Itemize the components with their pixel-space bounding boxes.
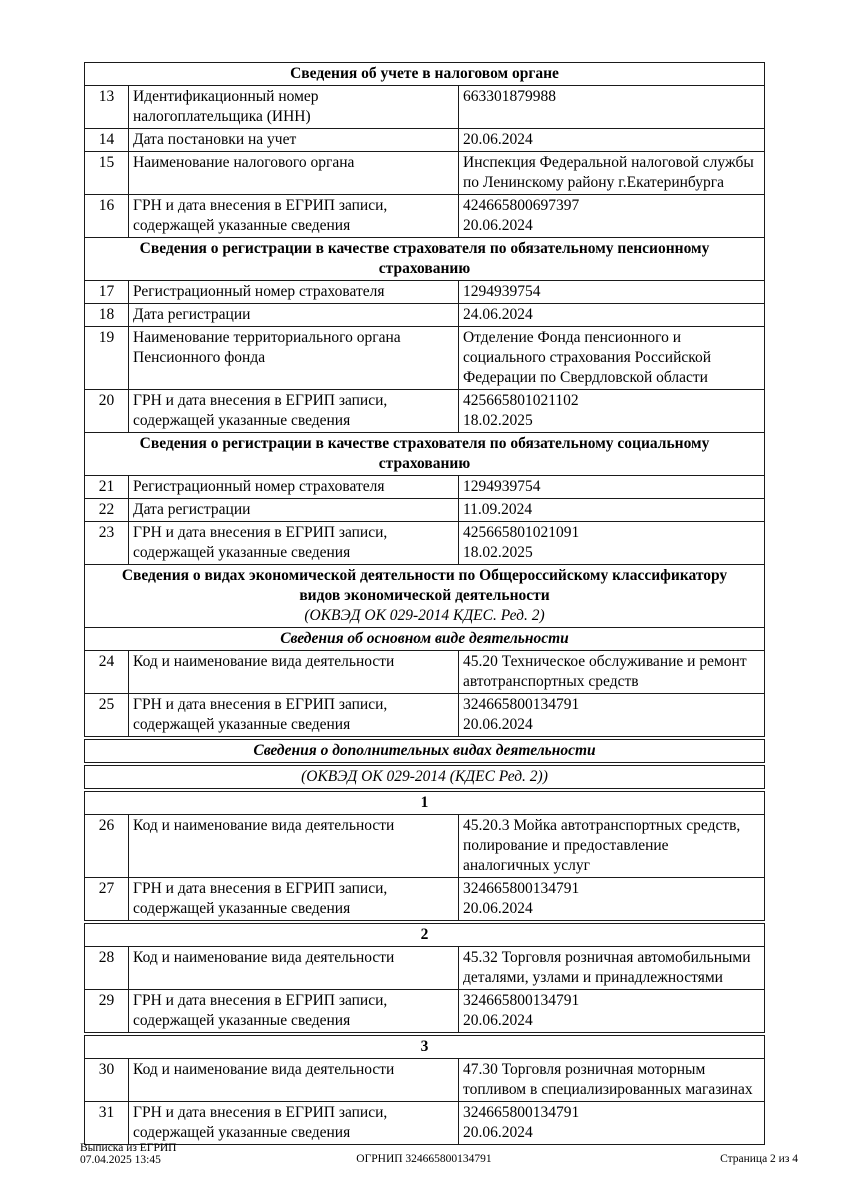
section-header-row	[85, 63, 765, 86]
section-header-row	[85, 1036, 765, 1059]
row-label-cell-line: Код и наименование вида деятельности	[133, 949, 395, 966]
row-label-cell-line: содержащей указанные сведения	[133, 544, 351, 561]
row-number-cell: 22	[85, 499, 129, 522]
row-number-cell: 31	[85, 1102, 129, 1145]
row-label-cell	[129, 476, 459, 499]
row-label-cell-line: содержащей указанные сведения	[133, 716, 351, 733]
section-header-text: Сведения о регистрации в качестве страхователя по обязательному социальному	[139, 435, 710, 452]
row-value-cell-line: автотранспортных средств	[463, 673, 639, 690]
row-value-cell-line: 18.02.2025	[463, 544, 533, 561]
row-number-cell: 15	[85, 152, 129, 195]
row-value-cell-line: социального страхования Российской	[463, 349, 712, 366]
row-value-cell-line: 424665800697397	[463, 197, 580, 214]
section-header-cell	[85, 238, 765, 281]
row-label-cell-line: содержащей указанные сведения	[133, 217, 351, 234]
row-label-cell-line: Дата регистрации	[133, 306, 251, 323]
section-header-row	[85, 565, 765, 628]
table-row	[85, 304, 765, 327]
section-header-text: страхованию	[378, 260, 471, 277]
table-row	[85, 476, 765, 499]
section-header-text: видов экономической деятельности	[299, 587, 550, 604]
table-row	[85, 129, 765, 152]
section-header-cell	[85, 565, 765, 628]
row-value-cell-line: 47.30 Торговля розничная моторным	[463, 1061, 706, 1078]
row-label-cell-line: ГРН и дата внесения в ЕГРИП записи,	[133, 880, 388, 897]
row-label-cell	[129, 694, 459, 737]
row-label-cell	[129, 878, 459, 921]
row-value-cell	[459, 522, 765, 565]
row-value-cell	[459, 990, 765, 1033]
row-label-cell	[129, 152, 459, 195]
row-label-cell-line: Регистрационный номер страхователя	[133, 478, 385, 495]
row-label-cell-line: Пенсионного фонда	[133, 349, 266, 366]
section-header-row	[85, 792, 765, 815]
section-header-text: (ОКВЭД ОК 029-2014 (КДЕС Ред. 2))	[301, 768, 548, 785]
row-value-cell-line: 20.06.2024	[463, 1124, 533, 1141]
row-value-cell-line: Федерации по Свердловской области	[463, 369, 708, 386]
row-value-cell-line: 20.06.2024	[463, 217, 533, 234]
row-value-cell-line: аналогичных услуг	[463, 857, 590, 874]
row-label-cell	[129, 281, 459, 304]
row-label-cell	[129, 651, 459, 694]
table-row	[85, 499, 765, 522]
row-label-cell-line: Наименование налогового органа	[133, 154, 355, 171]
table-block	[84, 1035, 765, 1145]
footer-ogrnip: ОГРНИП 324665800134791	[356, 1153, 492, 1165]
row-label-cell-line: ГРН и дата внесения в ЕГРИП записи,	[133, 1104, 388, 1121]
section-header-text: Сведения о видах экономической деятельности по Общероссийскому классификатору	[121, 567, 728, 584]
row-value-cell	[459, 878, 765, 921]
row-value-cell-line: 20.06.2024	[463, 1012, 533, 1029]
row-number-cell: 28	[85, 947, 129, 990]
section-header-text: Сведения о дополнительных видах деятельности	[253, 742, 596, 759]
section-header-row	[85, 740, 765, 763]
table-row	[85, 1059, 765, 1102]
row-label-cell	[129, 86, 459, 129]
row-number-cell: 30	[85, 1059, 129, 1102]
row-value-cell-line: 45.32 Торговля розничная автомобильными	[463, 949, 751, 966]
row-number-cell: 24	[85, 651, 129, 694]
row-value-cell	[459, 195, 765, 238]
row-number-cell: 27	[85, 878, 129, 921]
row-number-cell: 26	[85, 815, 129, 878]
row-label-cell-line: Дата постановки на учет	[133, 131, 297, 148]
section-header-text: (ОКВЭД ОК 029-2014 КДЕС. Ред. 2)	[304, 607, 545, 624]
row-label-cell	[129, 990, 459, 1033]
table-row	[85, 815, 765, 878]
table-row	[85, 281, 765, 304]
row-value-cell-line: 24.06.2024	[463, 306, 533, 323]
row-label-cell	[129, 815, 459, 878]
row-label-cell-line: Код и наименование вида деятельности	[133, 653, 395, 670]
footer-timestamp: 07.04.2025 13:45	[80, 1154, 161, 1166]
row-value-cell-line: 425665801021091	[463, 524, 580, 541]
table-row	[85, 1102, 765, 1145]
table-block	[84, 923, 765, 1033]
row-label-cell-line: Наименование территориального органа	[133, 329, 401, 346]
row-number-cell: 29	[85, 990, 129, 1033]
row-value-cell-line: 11.09.2024	[463, 501, 533, 518]
section-header-cell	[85, 63, 765, 86]
section-header-text: Сведения о регистрации в качестве страхователя по обязательному пенсионному	[139, 240, 710, 257]
table-row	[85, 152, 765, 195]
section-header-cell	[85, 740, 765, 763]
table-block	[84, 739, 765, 763]
row-number-cell: 17	[85, 281, 129, 304]
table-row	[85, 694, 765, 737]
row-value-cell-line: 324665800134791	[463, 1104, 580, 1121]
section-header-cell	[85, 628, 765, 651]
section-header-row	[85, 766, 765, 789]
row-label-cell	[129, 1102, 459, 1145]
section-header-text: 1	[420, 794, 429, 811]
row-label-cell-line: ГРН и дата внесения в ЕГРИП записи,	[133, 392, 388, 409]
footer-doc-title: Выписка из ЕГРИП	[80, 1142, 177, 1154]
section-header-text: Сведения об учете в налоговом органе	[290, 65, 559, 82]
section-header-row	[85, 433, 765, 476]
table-row	[85, 327, 765, 390]
row-value-cell-line: Отделение Фонда пенсионного и	[463, 329, 682, 346]
row-value-cell	[459, 1059, 765, 1102]
row-number-cell: 20	[85, 390, 129, 433]
section-header-text: 3	[420, 1038, 429, 1055]
row-label-cell	[129, 947, 459, 990]
row-label-cell	[129, 1059, 459, 1102]
row-value-cell-line: 1294939754	[463, 478, 541, 495]
row-label-cell	[129, 499, 459, 522]
table-row	[85, 947, 765, 990]
egrip-table	[84, 62, 764, 1147]
row-value-cell	[459, 499, 765, 522]
row-number-cell: 16	[85, 195, 129, 238]
row-number-cell: 13	[85, 86, 129, 129]
row-value-cell	[459, 390, 765, 433]
row-value-cell-line: 18.02.2025	[463, 412, 533, 429]
row-value-cell	[459, 815, 765, 878]
row-label-cell-line: Дата регистрации	[133, 501, 251, 518]
table-block	[84, 62, 765, 737]
row-value-cell	[459, 327, 765, 390]
row-value-cell-line: 1294939754	[463, 283, 541, 300]
row-label-cell-line: Регистрационный номер страхователя	[133, 283, 385, 300]
section-header-cell	[85, 924, 765, 947]
row-value-cell-line: 45.20 Техническое обслуживание и ремонт	[463, 653, 747, 670]
row-value-cell-line: топливом в специализированных магазинах	[463, 1081, 753, 1098]
row-number-cell: 25	[85, 694, 129, 737]
section-header-cell	[85, 766, 765, 789]
table-row	[85, 522, 765, 565]
section-header-text: страхованию	[378, 455, 471, 472]
section-header-text: 2	[420, 926, 429, 943]
row-value-cell-line: 324665800134791	[463, 880, 580, 897]
row-label-cell-line: налогоплательщика (ИНН)	[133, 108, 311, 125]
row-value-cell	[459, 651, 765, 694]
table-block	[84, 791, 765, 921]
row-number-cell: 18	[85, 304, 129, 327]
row-value-cell	[459, 304, 765, 327]
row-label-cell-line: Код и наименование вида деятельности	[133, 1061, 395, 1078]
section-header-cell	[85, 792, 765, 815]
row-value-cell-line: полирование и предоставление	[463, 837, 669, 854]
section-header-cell	[85, 1036, 765, 1059]
row-label-cell-line: ГРН и дата внесения в ЕГРИП записи,	[133, 197, 388, 214]
row-value-cell-line: 45.20.3 Мойка автотранспортных средств,	[463, 817, 741, 834]
row-label-cell-line: ГРН и дата внесения в ЕГРИП записи,	[133, 696, 388, 713]
row-label-cell	[129, 390, 459, 433]
row-value-cell	[459, 86, 765, 129]
section-header-row	[85, 628, 765, 651]
table-row	[85, 990, 765, 1033]
row-label-cell	[129, 522, 459, 565]
row-number-cell: 23	[85, 522, 129, 565]
row-label-cell	[129, 327, 459, 390]
row-value-cell	[459, 281, 765, 304]
row-value-cell	[459, 694, 765, 737]
row-value-cell-line: 324665800134791	[463, 696, 580, 713]
row-number-cell: 21	[85, 476, 129, 499]
row-label-cell-line: содержащей указанные сведения	[133, 412, 351, 429]
row-number-cell: 19	[85, 327, 129, 390]
row-value-cell-line: 20.06.2024	[463, 131, 533, 148]
row-number-cell: 14	[85, 129, 129, 152]
row-label-cell-line: содержащей указанные сведения	[133, 900, 351, 917]
row-value-cell-line: Инспекция Федеральной налоговой службы	[463, 154, 754, 171]
row-value-cell-line: деталями, узлами и принадлежностями	[463, 969, 723, 986]
section-header-cell	[85, 433, 765, 476]
row-value-cell	[459, 947, 765, 990]
table-block	[84, 765, 765, 789]
row-label-cell-line: ГРН и дата внесения в ЕГРИП записи,	[133, 524, 388, 541]
row-value-cell-line: 20.06.2024	[463, 716, 533, 733]
row-label-cell-line: ГРН и дата внесения в ЕГРИП записи,	[133, 992, 388, 1009]
row-label-cell	[129, 304, 459, 327]
row-value-cell	[459, 129, 765, 152]
table-row	[85, 195, 765, 238]
row-label-cell-line: Код и наименование вида деятельности	[133, 817, 395, 834]
row-value-cell	[459, 476, 765, 499]
footer-page-number: Страница 2 из 4	[720, 1153, 798, 1165]
table-row	[85, 390, 765, 433]
row-value-cell	[459, 152, 765, 195]
table-row	[85, 878, 765, 921]
row-label-cell	[129, 129, 459, 152]
row-label-cell-line: содержащей указанные сведения	[133, 1012, 351, 1029]
table-row	[85, 651, 765, 694]
table-row	[85, 86, 765, 129]
section-header-row	[85, 238, 765, 281]
row-value-cell-line: по Ленинскому району г.Екатеринбурга	[463, 174, 724, 191]
row-value-cell-line: 20.06.2024	[463, 900, 533, 917]
row-value-cell-line: 663301879988	[463, 88, 556, 105]
row-value-cell	[459, 1102, 765, 1145]
row-label-cell	[129, 195, 459, 238]
row-value-cell-line: 425665801021102	[463, 392, 579, 409]
section-header-text: Сведения об основном виде деятельности	[280, 630, 569, 647]
section-header-row	[85, 924, 765, 947]
row-value-cell-line: 324665800134791	[463, 992, 580, 1009]
row-label-cell-line: содержащей указанные сведения	[133, 1124, 351, 1141]
row-label-cell-line: Идентификационный номер	[133, 88, 319, 105]
